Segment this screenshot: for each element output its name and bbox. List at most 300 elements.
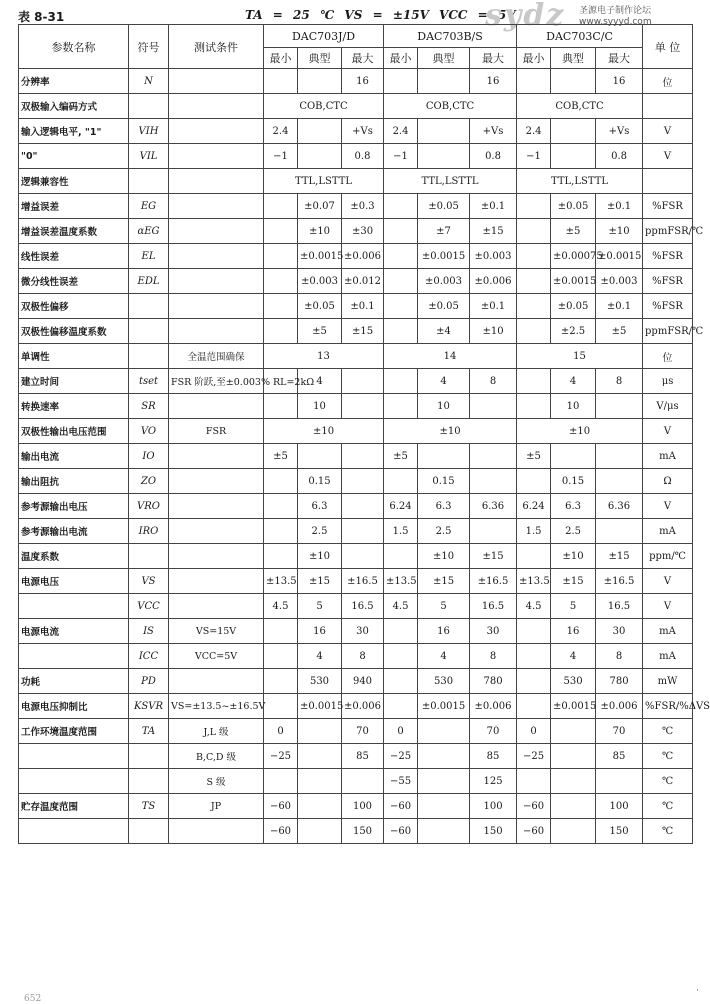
unit: mA: [643, 444, 693, 469]
symbol: [129, 169, 169, 194]
test-condition: J,L 级: [169, 719, 264, 744]
symbol: [129, 94, 169, 119]
col-typ: 典型: [551, 48, 596, 69]
value-cell: 0.8: [470, 144, 517, 169]
value-cell: −25: [517, 744, 551, 769]
merged-value: TTL,LSTTL: [384, 169, 517, 194]
value-cell: [384, 394, 418, 419]
value-cell: [470, 469, 517, 494]
symbol: TA: [129, 719, 169, 744]
value-cell: −60: [517, 819, 551, 844]
value-cell: 530: [551, 669, 596, 694]
value-cell: −25: [384, 744, 418, 769]
unit: [643, 169, 693, 194]
symbol: [129, 344, 169, 369]
value-cell: 2.5: [418, 519, 470, 544]
value-cell: ±0.0015: [418, 694, 470, 719]
symbol: N: [129, 69, 169, 94]
symbol: tset: [129, 369, 169, 394]
value-cell: [264, 319, 298, 344]
value-cell: −60: [264, 794, 298, 819]
param-name: [19, 744, 129, 769]
table-row: [19, 494, 693, 519]
value-cell: 30: [596, 619, 643, 644]
value-cell: 10: [418, 394, 470, 419]
value-cell: ±0.003: [596, 269, 643, 294]
value-cell: [264, 494, 298, 519]
unit: V: [643, 119, 693, 144]
col-max: 最大: [342, 48, 384, 69]
symbol: [129, 319, 169, 344]
test-condition: 全温范围确保: [169, 344, 264, 369]
table-row: [19, 444, 693, 469]
value-cell: ±2.5: [551, 319, 596, 344]
value-cell: ±10: [596, 219, 643, 244]
value-cell: [470, 519, 517, 544]
merged-value: TTL,LSTTL: [517, 169, 643, 194]
value-cell: [596, 394, 643, 419]
symbol: EDL: [129, 269, 169, 294]
test-condition: [169, 169, 264, 194]
merged-value: TTL,LSTTL: [264, 169, 384, 194]
unit: 位: [643, 344, 693, 369]
unit: ℃: [643, 719, 693, 744]
unit: V/μs: [643, 394, 693, 419]
param-name: 双极性偏移温度系数: [19, 319, 129, 344]
param-name: 逻辑兼容性: [19, 169, 129, 194]
unit: %FSR: [643, 244, 693, 269]
value-cell: [342, 394, 384, 419]
value-cell: ±16.5: [470, 569, 517, 594]
value-cell: 6.3: [418, 494, 470, 519]
test-condition: [169, 269, 264, 294]
value-cell: ±0.1: [470, 194, 517, 219]
value-cell: ±0.1: [470, 294, 517, 319]
value-cell: [298, 69, 342, 94]
value-cell: ±0.05: [551, 294, 596, 319]
value-cell: ±10: [551, 544, 596, 569]
value-cell: 1.5: [517, 519, 551, 544]
value-cell: [264, 194, 298, 219]
symbol: [129, 744, 169, 769]
value-cell: [384, 244, 418, 269]
value-cell: [384, 294, 418, 319]
value-cell: 150: [470, 819, 517, 844]
test-condition: [169, 469, 264, 494]
value-cell: [264, 294, 298, 319]
test-condition: B,C,D 级: [169, 744, 264, 769]
value-cell: [551, 794, 596, 819]
page-number: 652: [24, 994, 42, 1004]
value-cell: [517, 369, 551, 394]
value-cell: [298, 119, 342, 144]
symbol: ICC: [129, 644, 169, 669]
table-row: [19, 194, 693, 219]
table-row: [19, 594, 693, 619]
value-cell: 30: [470, 619, 517, 644]
unit: ℃: [643, 769, 693, 794]
value-cell: [264, 544, 298, 569]
watermark-logo: sydz: [485, 0, 566, 33]
merged-value: ±10: [384, 419, 517, 444]
unit: %FSR: [643, 269, 693, 294]
value-cell: [264, 244, 298, 269]
table-row: [19, 619, 693, 644]
symbol: EG: [129, 194, 169, 219]
symbol: IS: [129, 619, 169, 644]
value-cell: [470, 394, 517, 419]
value-cell: +Vs: [342, 119, 384, 144]
value-cell: [384, 369, 418, 394]
value-cell: [264, 219, 298, 244]
value-cell: ±0.003: [418, 269, 470, 294]
symbol: VIL: [129, 144, 169, 169]
value-cell: ±16.5: [596, 569, 643, 594]
value-cell: [264, 69, 298, 94]
value-cell: ±5: [596, 319, 643, 344]
merged-value: 14: [384, 344, 517, 369]
value-cell: ±10: [418, 544, 470, 569]
value-cell: ±7: [418, 219, 470, 244]
value-cell: [418, 444, 470, 469]
value-cell: [596, 519, 643, 544]
param-name: 电源电流: [19, 619, 129, 644]
param-name: [19, 769, 129, 794]
param-name: 增益误差: [19, 194, 129, 219]
value-cell: ±10: [470, 319, 517, 344]
value-cell: 5: [551, 594, 596, 619]
table-row: [19, 119, 693, 144]
symbol: PD: [129, 669, 169, 694]
table-row: [19, 694, 693, 719]
value-cell: 8: [596, 644, 643, 669]
value-cell: ±0.1: [596, 194, 643, 219]
value-cell: 8: [470, 644, 517, 669]
unit: 位: [643, 69, 693, 94]
table-row: [19, 344, 693, 369]
value-cell: ±0.0015: [551, 269, 596, 294]
table-row: [19, 644, 693, 669]
symbol: VCC: [129, 594, 169, 619]
value-cell: 6.36: [470, 494, 517, 519]
value-cell: [384, 469, 418, 494]
value-cell: 16.5: [596, 594, 643, 619]
merged-value: ±10: [517, 419, 643, 444]
col-unit: 单 位: [643, 25, 693, 69]
symbol: [129, 769, 169, 794]
value-cell: −55: [384, 769, 418, 794]
param-name: 参考源输出电压: [19, 494, 129, 519]
value-cell: [384, 269, 418, 294]
unit: ℃: [643, 744, 693, 769]
value-cell: [298, 819, 342, 844]
symbol: VIH: [129, 119, 169, 144]
unit: μs: [643, 369, 693, 394]
value-cell: [551, 119, 596, 144]
col-group-j: DAC703J/D: [264, 25, 384, 48]
edge-mark: ·: [696, 986, 699, 996]
value-cell: −60: [264, 819, 298, 844]
unit: V: [643, 144, 693, 169]
value-cell: −1: [384, 144, 418, 169]
param-name: 建立时间: [19, 369, 129, 394]
unit: V: [643, 419, 693, 444]
value-cell: 70: [596, 719, 643, 744]
value-cell: ±5: [384, 444, 418, 469]
merged-value: COB,CTC: [264, 94, 384, 119]
value-cell: 4.5: [384, 594, 418, 619]
table-row: [19, 94, 693, 119]
param-name: 输出阻抗: [19, 469, 129, 494]
value-cell: [298, 719, 342, 744]
value-cell: ±0.0015: [418, 244, 470, 269]
test-condition: JP: [169, 794, 264, 819]
merged-value: COB,CTC: [517, 94, 643, 119]
value-cell: ±0.1: [596, 294, 643, 319]
unit: V: [643, 569, 693, 594]
col-condition: 测试条件: [169, 25, 264, 69]
value-cell: ±0.003: [298, 269, 342, 294]
value-cell: ±0.006: [596, 694, 643, 719]
value-cell: [517, 319, 551, 344]
test-condition: [169, 569, 264, 594]
value-cell: 2.4: [384, 119, 418, 144]
param-name: 输出电流: [19, 444, 129, 469]
value-cell: 530: [418, 669, 470, 694]
unit: mA: [643, 644, 693, 669]
col-max: 最大: [596, 48, 643, 69]
test-condition: [169, 544, 264, 569]
value-cell: 0: [384, 719, 418, 744]
symbol: VRO: [129, 494, 169, 519]
param-name: 工作环境温度范围: [19, 719, 129, 744]
param-name: 双极输入编码方式: [19, 94, 129, 119]
unit: Ω: [643, 469, 693, 494]
value-cell: 150: [342, 819, 384, 844]
symbol: [129, 294, 169, 319]
value-cell: 8: [596, 369, 643, 394]
value-cell: ±5: [517, 444, 551, 469]
value-cell: [342, 769, 384, 794]
value-cell: ±0.05: [551, 194, 596, 219]
test-conditions: TA = 25 ℃ VS = ±15V VCC = 5V: [245, 8, 516, 22]
symbol: ZO: [129, 469, 169, 494]
value-cell: [384, 194, 418, 219]
value-cell: [551, 719, 596, 744]
param-name: 功耗: [19, 669, 129, 694]
value-cell: ±15: [418, 569, 470, 594]
value-cell: 16: [470, 69, 517, 94]
value-cell: ±0.00075: [551, 244, 596, 269]
value-cell: [418, 719, 470, 744]
value-cell: [418, 144, 470, 169]
value-cell: [384, 619, 418, 644]
value-cell: ±0.006: [342, 244, 384, 269]
param-name: [19, 819, 129, 844]
value-cell: [517, 394, 551, 419]
test-condition: [169, 69, 264, 94]
value-cell: [517, 694, 551, 719]
param-name: [19, 594, 129, 619]
test-condition: [169, 194, 264, 219]
value-cell: ±0.0015: [298, 694, 342, 719]
value-cell: [551, 144, 596, 169]
value-cell: −25: [264, 744, 298, 769]
table-row: [19, 794, 693, 819]
value-cell: 0.8: [342, 144, 384, 169]
test-condition: [169, 244, 264, 269]
value-cell: 2.5: [551, 519, 596, 544]
value-cell: ±10: [298, 544, 342, 569]
value-cell: −60: [384, 794, 418, 819]
param-name: 微分线性误差: [19, 269, 129, 294]
symbol: TS: [129, 794, 169, 819]
value-cell: ±5: [298, 319, 342, 344]
unit: ppm/℃: [643, 544, 693, 569]
value-cell: [517, 244, 551, 269]
table-row: [19, 269, 693, 294]
table-row: [19, 744, 693, 769]
value-cell: 85: [470, 744, 517, 769]
value-cell: [418, 794, 470, 819]
value-cell: 0.15: [418, 469, 470, 494]
value-cell: 4: [551, 369, 596, 394]
param-name: 电源电压: [19, 569, 129, 594]
table-head: [19, 25, 693, 69]
table-row: [19, 669, 693, 694]
value-cell: [551, 69, 596, 94]
value-cell: [418, 769, 470, 794]
value-cell: 30: [342, 619, 384, 644]
param-name: 电源电压抑制比: [19, 694, 129, 719]
value-cell: 16: [418, 619, 470, 644]
value-cell: ±30: [342, 219, 384, 244]
col-max: 最大: [470, 48, 517, 69]
value-cell: ±4: [418, 319, 470, 344]
table-row: [19, 69, 693, 94]
table-row: [19, 769, 693, 794]
value-cell: [384, 319, 418, 344]
value-cell: [517, 469, 551, 494]
value-cell: ±0.1: [342, 294, 384, 319]
col-min: 最小: [517, 48, 551, 69]
spec-table: [18, 24, 710, 844]
symbol: KSVR: [129, 694, 169, 719]
unit: mA: [643, 619, 693, 644]
value-cell: 2.4: [264, 119, 298, 144]
col-symbol: 符号: [129, 25, 169, 69]
value-cell: 530: [298, 669, 342, 694]
param-name: 转换速率: [19, 394, 129, 419]
value-cell: 16: [298, 619, 342, 644]
col-group-c: DAC703C/C: [517, 25, 643, 48]
value-cell: −1: [517, 144, 551, 169]
value-cell: 4: [298, 369, 342, 394]
table-row: [19, 244, 693, 269]
value-cell: [517, 219, 551, 244]
table-row: [19, 419, 693, 444]
test-condition: VS=±13.5~±16.5V: [169, 694, 264, 719]
value-cell: ±0.3: [342, 194, 384, 219]
param-name: 线性误差: [19, 244, 129, 269]
value-cell: 4: [418, 644, 470, 669]
value-cell: 16: [596, 69, 643, 94]
unit: ℃: [643, 794, 693, 819]
value-cell: ±15: [298, 569, 342, 594]
value-cell: [298, 744, 342, 769]
value-cell: ±15: [596, 544, 643, 569]
test-condition: [169, 594, 264, 619]
value-cell: [264, 519, 298, 544]
symbol: SR: [129, 394, 169, 419]
value-cell: 16: [551, 619, 596, 644]
merged-value: ±10: [264, 419, 384, 444]
unit: %FSR: [643, 294, 693, 319]
unit: ℃: [643, 819, 693, 844]
symbol: [129, 819, 169, 844]
param-name: 单调性: [19, 344, 129, 369]
test-condition: VS=15V: [169, 619, 264, 644]
table-row: [19, 469, 693, 494]
value-cell: [384, 644, 418, 669]
value-cell: [596, 444, 643, 469]
value-cell: [517, 544, 551, 569]
value-cell: 100: [470, 794, 517, 819]
value-cell: 6.24: [384, 494, 418, 519]
value-cell: [551, 444, 596, 469]
col-typ: 典型: [418, 48, 470, 69]
value-cell: 150: [596, 819, 643, 844]
value-cell: [298, 144, 342, 169]
test-condition: [169, 394, 264, 419]
value-cell: [342, 369, 384, 394]
value-cell: [342, 494, 384, 519]
test-condition: [169, 219, 264, 244]
symbol: IRO: [129, 519, 169, 544]
value-cell: +Vs: [596, 119, 643, 144]
value-cell: 6.24: [517, 494, 551, 519]
symbol: [129, 544, 169, 569]
table-number: 表 8-31: [18, 10, 65, 24]
table-row: [19, 369, 693, 394]
value-cell: 85: [342, 744, 384, 769]
value-cell: 4: [298, 644, 342, 669]
watermark-site-name: 圣源电子制作论坛: [579, 6, 652, 16]
value-cell: ±15: [551, 569, 596, 594]
param-name: 输入逻辑电平, "1": [19, 119, 129, 144]
param-name: 双极性输出电压范围: [19, 419, 129, 444]
value-cell: [384, 694, 418, 719]
value-cell: [298, 769, 342, 794]
value-cell: 0.8: [596, 144, 643, 169]
param-name: 贮存温度范围: [19, 794, 129, 819]
symbol: VS: [129, 569, 169, 594]
value-cell: ±0.0015: [551, 694, 596, 719]
value-cell: +Vs: [470, 119, 517, 144]
value-cell: 6.3: [298, 494, 342, 519]
unit: V: [643, 494, 693, 519]
param-name: [19, 644, 129, 669]
value-cell: ±0.003: [470, 244, 517, 269]
param-name: 双极性偏移: [19, 294, 129, 319]
value-cell: [517, 769, 551, 794]
value-cell: [517, 294, 551, 319]
symbol: αEG: [129, 219, 169, 244]
value-cell: [342, 444, 384, 469]
value-cell: 0.15: [298, 469, 342, 494]
value-cell: 85: [596, 744, 643, 769]
value-cell: ±0.05: [298, 294, 342, 319]
